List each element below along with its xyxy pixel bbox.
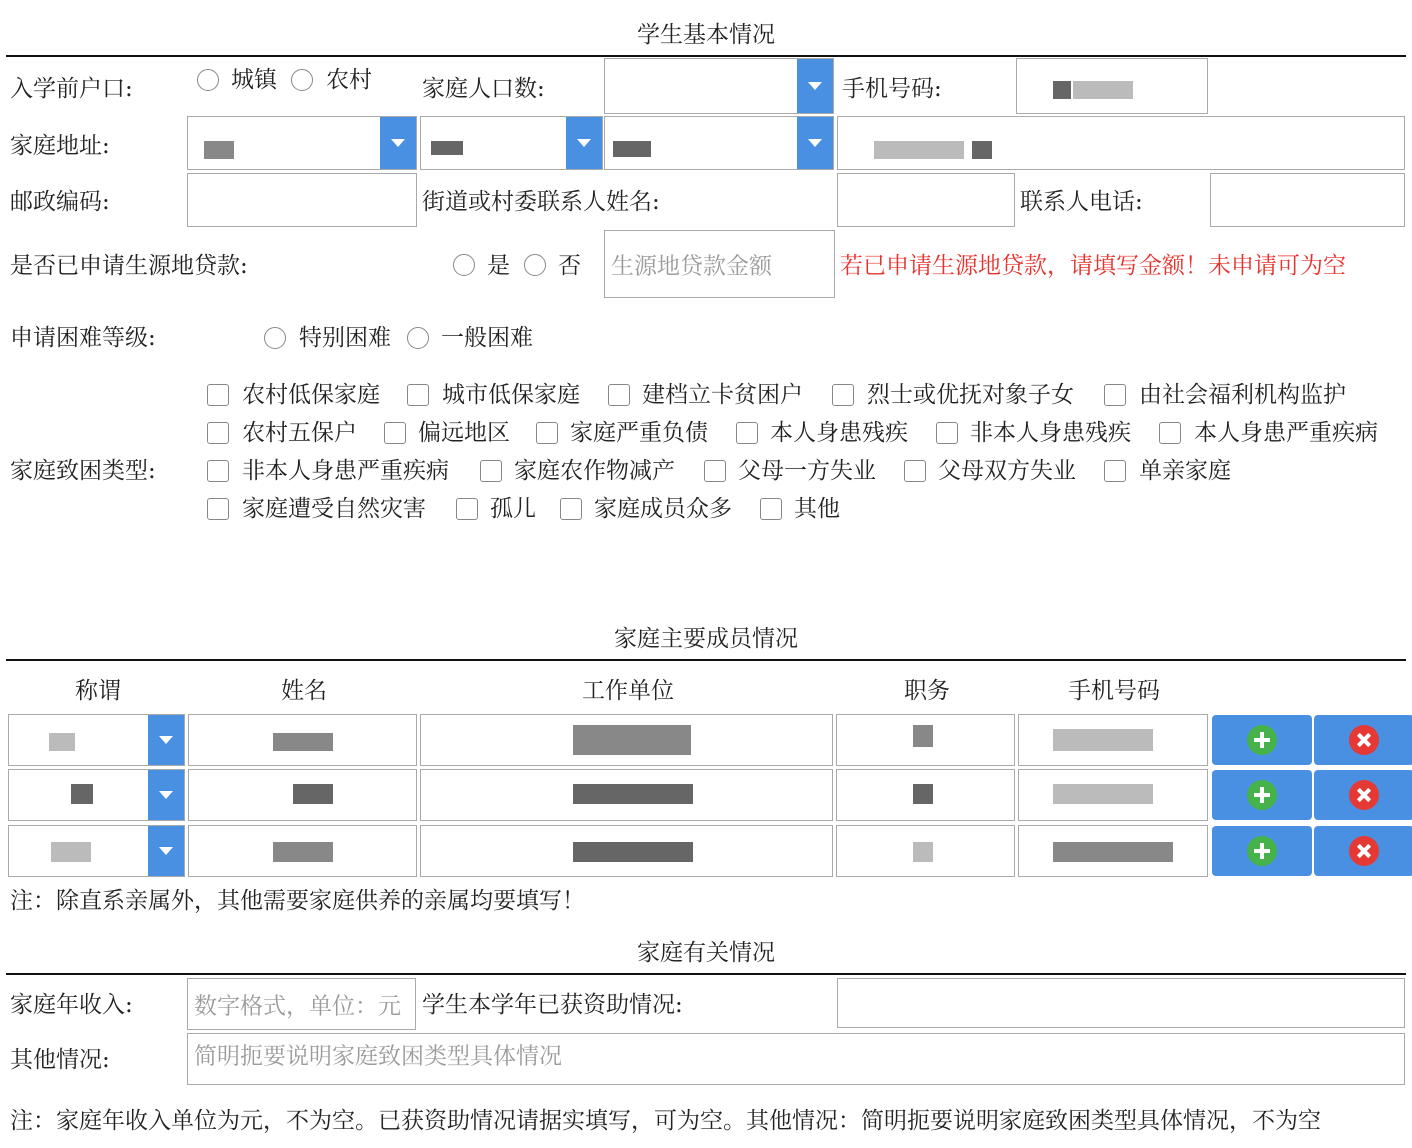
- chevron-down-icon[interactable]: [380, 117, 416, 169]
- table-row: [0, 825, 1412, 879]
- contact-phone-input[interactable]: [1210, 173, 1405, 227]
- divider: [6, 659, 1406, 661]
- x-circle-icon: [1349, 725, 1379, 755]
- hardship-checkbox[interactable]: [736, 422, 758, 444]
- hardship-option: 由社会福利机构监护: [1139, 382, 1346, 408]
- hardship-option: 家庭严重负债: [570, 420, 708, 446]
- difficulty-label: 申请困难等级:: [10, 325, 156, 351]
- x-circle-icon: [1349, 780, 1379, 810]
- aid-label: 学生本学年已获资助情况:: [422, 992, 683, 1018]
- hardship-option: 农村五保户: [242, 420, 357, 446]
- hukou-radio-town[interactable]: [197, 69, 219, 91]
- hardship-checkbox[interactable]: [207, 498, 229, 520]
- member-name-input[interactable]: [188, 714, 417, 766]
- member-phone-input[interactable]: [1018, 769, 1208, 821]
- member-employer-input[interactable]: [420, 769, 833, 821]
- aid-input[interactable]: [837, 978, 1405, 1028]
- chevron-down-icon[interactable]: [566, 117, 602, 169]
- loan-option-no: 否: [558, 253, 581, 279]
- hukou-option-rural: 农村: [326, 67, 372, 93]
- address-district-select[interactable]: [604, 116, 834, 170]
- hardship-checkbox[interactable]: [1104, 460, 1126, 482]
- redacted-block: [573, 842, 693, 862]
- loan-radio-no[interactable]: [524, 254, 546, 276]
- section-title-basic: 学生基本情况: [637, 22, 775, 48]
- footer-note: 注：家庭年收入单位为元，不为空。已获资助情况请据实填写，可为空。其他情况：简明扼要说明家庭致困类型具体情况，不为空: [10, 1108, 1321, 1134]
- income-label: 家庭年收入:: [10, 992, 133, 1018]
- redacted-block: [613, 141, 651, 157]
- loan-amount-placeholder: 生源地贷款金额: [611, 253, 772, 280]
- chevron-down-icon[interactable]: [797, 117, 833, 169]
- column-header: 称谓: [75, 678, 121, 704]
- hardship-option: 其他: [794, 496, 840, 522]
- hardship-checkbox[interactable]: [207, 384, 229, 406]
- hardship-checkbox[interactable]: [1159, 422, 1181, 444]
- hardship-checkbox[interactable]: [936, 422, 958, 444]
- column-header: 姓名: [281, 678, 327, 704]
- loan-amount-input[interactable]: [604, 230, 835, 298]
- redacted-block: [71, 784, 93, 804]
- redacted-block: [273, 842, 333, 862]
- column-header: 工作单位: [582, 678, 674, 704]
- hardship-checkbox[interactable]: [832, 384, 854, 406]
- hukou-radio-rural[interactable]: [291, 69, 313, 91]
- hardship-option: 农村低保家庭: [242, 382, 380, 408]
- difficulty-radio-general[interactable]: [407, 327, 429, 349]
- income-input[interactable]: [187, 978, 416, 1030]
- redacted-block: [431, 141, 463, 155]
- hardship-checkbox[interactable]: [384, 422, 406, 444]
- section-title-family: 家庭有关情况: [637, 940, 775, 966]
- redacted-block: [972, 141, 992, 159]
- address-city-select[interactable]: [420, 116, 603, 170]
- difficulty-option-general: 一般困难: [441, 325, 533, 351]
- add-row-button[interactable]: [1212, 770, 1312, 820]
- hardship-option: 烈士或优抚对象子女: [867, 382, 1074, 408]
- column-header: 手机号码: [1068, 678, 1160, 704]
- hardship-option: 本人身患严重疾病: [1194, 420, 1378, 446]
- loan-option-yes: 是: [487, 253, 510, 279]
- member-phone-input[interactable]: [1018, 714, 1208, 766]
- phone-label: 手机号码:: [842, 76, 942, 102]
- hardship-option: 城市低保家庭: [442, 382, 580, 408]
- hardship-option: 非本人身患严重疾病: [242, 458, 449, 484]
- family-size-select[interactable]: [604, 58, 834, 114]
- redacted-block: [1053, 842, 1173, 862]
- contact-phone-label: 联系人电话:: [1020, 189, 1143, 215]
- member-name-input[interactable]: [188, 825, 417, 877]
- divider: [6, 55, 1406, 57]
- postcode-label: 邮政编码:: [10, 189, 110, 215]
- family-size-label: 家庭人口数:: [422, 76, 545, 102]
- redacted-block: [1073, 81, 1133, 99]
- loan-note: 若已申请生源地贷款，请填写金额！未申请可为空: [840, 253, 1346, 279]
- hardship-option: 非本人身患残疾: [970, 420, 1131, 446]
- hardship-option: 家庭成员众多: [594, 496, 732, 522]
- add-row-button[interactable]: [1212, 715, 1312, 765]
- address-detail-input[interactable]: [837, 116, 1405, 170]
- member-relation-select[interactable]: [8, 825, 185, 877]
- section-title-members: 家庭主要成员情况: [614, 626, 798, 652]
- other-textarea[interactable]: [187, 1033, 1405, 1085]
- hardship-checkbox[interactable]: [608, 384, 630, 406]
- member-phone-input[interactable]: [1018, 825, 1208, 877]
- table-row: [0, 714, 1412, 768]
- hardship-label: 家庭致困类型:: [10, 458, 156, 484]
- delete-row-button[interactable]: [1314, 770, 1412, 820]
- phone-input[interactable]: [1016, 58, 1208, 114]
- member-name-input[interactable]: [188, 769, 417, 821]
- member-position-input[interactable]: [836, 825, 1015, 877]
- redacted-block: [913, 784, 933, 804]
- redacted-block: [573, 784, 693, 804]
- redacted-block: [1053, 81, 1071, 99]
- redacted-block: [273, 733, 333, 751]
- contact-name-label: 街道或村委联系人姓名:: [422, 189, 660, 215]
- income-placeholder: 数字格式，单位：元: [194, 993, 401, 1020]
- column-header: 职务: [904, 678, 950, 704]
- hardship-checkbox[interactable]: [407, 384, 429, 406]
- hardship-option: 偏远地区: [418, 420, 510, 446]
- chevron-down-icon[interactable]: [148, 826, 184, 876]
- redacted-block: [293, 784, 333, 804]
- hardship-checkbox[interactable]: [560, 498, 582, 520]
- divider: [6, 973, 1406, 975]
- hukou-option-town: 城镇: [231, 67, 277, 93]
- member-employer-input[interactable]: [420, 825, 833, 877]
- hardship-option: 父母双方失业: [938, 458, 1076, 484]
- hardship-checkbox[interactable]: [760, 498, 782, 520]
- member-position-input[interactable]: [836, 769, 1015, 821]
- address-label: 家庭地址:: [10, 133, 110, 159]
- member-position-input[interactable]: [836, 714, 1015, 766]
- delete-row-button[interactable]: [1314, 715, 1412, 765]
- plus-circle-icon: [1247, 836, 1277, 866]
- hukou-label: 入学前户口:: [10, 76, 133, 102]
- hardship-option: 单亲家庭: [1139, 458, 1231, 484]
- hardship-option: 父母一方失业: [738, 458, 876, 484]
- hardship-option: 家庭遭受自然灾害: [242, 496, 426, 522]
- difficulty-option-special: 特别困难: [299, 325, 391, 351]
- other-label: 其他情况:: [10, 1047, 110, 1073]
- address-province-select[interactable]: [187, 116, 417, 170]
- plus-circle-icon: [1247, 780, 1277, 810]
- other-placeholder: 简明扼要说明家庭致困类型具体情况: [194, 1043, 562, 1070]
- hardship-checkbox[interactable]: [207, 422, 229, 444]
- redacted-block: [573, 725, 691, 755]
- x-circle-icon: [1349, 836, 1379, 866]
- add-row-button[interactable]: [1212, 826, 1312, 876]
- hardship-checkbox[interactable]: [456, 498, 478, 520]
- hardship-option: 孤儿: [490, 496, 536, 522]
- delete-row-button[interactable]: [1314, 826, 1412, 876]
- hardship-option: 家庭农作物减产: [514, 458, 675, 484]
- chevron-down-icon[interactable]: [148, 715, 184, 765]
- postcode-input[interactable]: [187, 173, 417, 227]
- hardship-checkbox[interactable]: [536, 422, 558, 444]
- hardship-checkbox[interactable]: [480, 460, 502, 482]
- member-employer-input[interactable]: [420, 714, 833, 766]
- redacted-block: [49, 733, 75, 751]
- hardship-checkbox[interactable]: [207, 460, 229, 482]
- plus-circle-icon: [1247, 725, 1277, 755]
- redacted-block: [874, 141, 964, 159]
- hardship-checkbox[interactable]: [1104, 384, 1126, 406]
- chevron-down-icon[interactable]: [148, 770, 184, 820]
- member-relation-select[interactable]: [8, 714, 185, 766]
- member-relation-select[interactable]: [8, 769, 185, 821]
- redacted-block: [204, 141, 234, 159]
- members-note: 注：除直系亲属外，其他需要家庭供养的亲属均要填写！: [10, 888, 585, 914]
- table-row: [0, 769, 1412, 823]
- loan-label: 是否已申请生源地贷款:: [10, 253, 248, 279]
- hardship-option: 建档立卡贫困户: [642, 382, 803, 408]
- contact-name-input[interactable]: [837, 173, 1015, 227]
- loan-radio-yes[interactable]: [453, 254, 475, 276]
- chevron-down-icon[interactable]: [797, 59, 833, 113]
- redacted-block: [913, 725, 933, 747]
- hardship-checkbox[interactable]: [904, 460, 926, 482]
- hardship-option: 本人身患残疾: [770, 420, 908, 446]
- difficulty-radio-special[interactable]: [264, 327, 286, 349]
- redacted-block: [51, 842, 91, 862]
- redacted-block: [913, 842, 933, 862]
- hardship-checkbox[interactable]: [704, 460, 726, 482]
- redacted-block: [1053, 729, 1153, 751]
- redacted-block: [1053, 784, 1153, 804]
